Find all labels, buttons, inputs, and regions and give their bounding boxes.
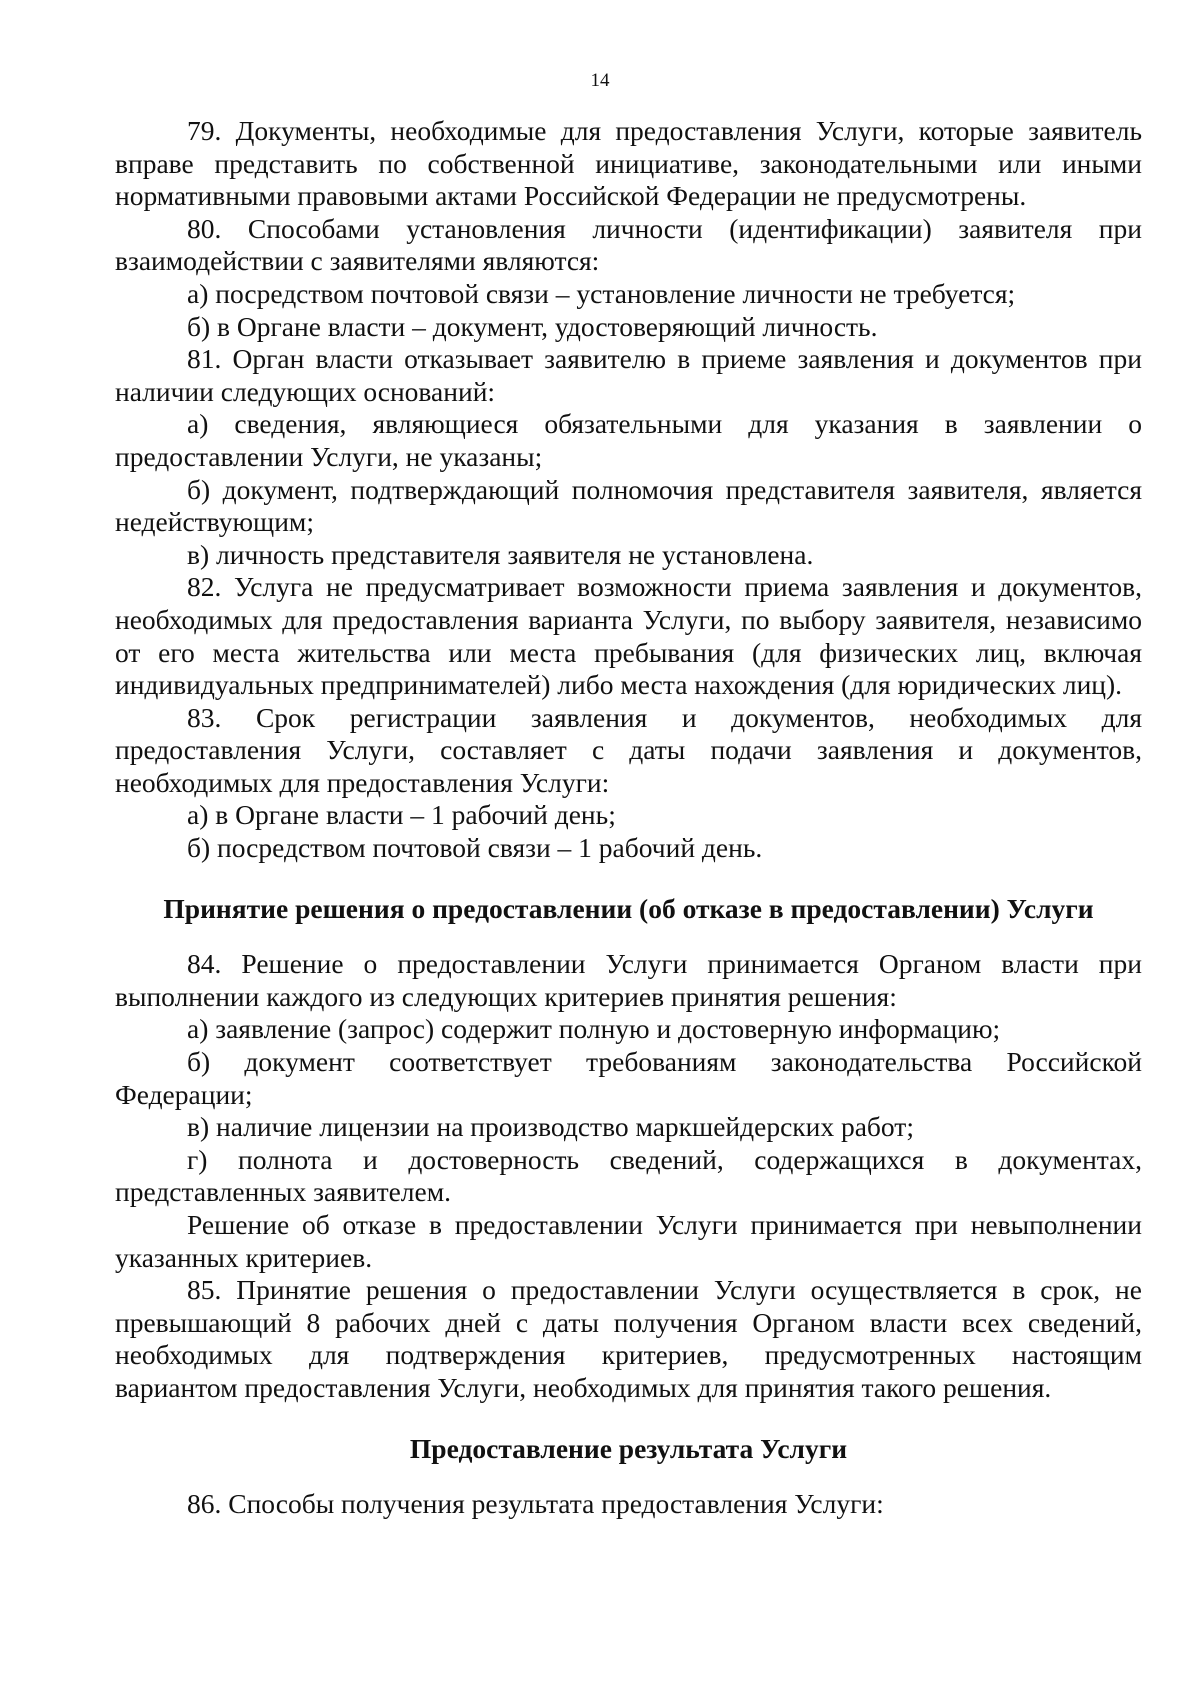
page-number: 14 <box>590 70 610 91</box>
paragraph-83-a <box>115 799 1142 832</box>
text-line: от его места жительства или места пребывания (для физических лиц, включая <box>115 636 1142 668</box>
text-line: индивидуальных предпринимателей) либо места нахождения (для юридических лиц). <box>115 669 1123 701</box>
text-line: 80. Способами установления личности (идентификации) заявителя при <box>187 212 1142 244</box>
document-body <box>115 115 1142 1521</box>
paragraph-83-b <box>115 832 1142 865</box>
text-line: представленных заявителем. <box>115 1176 452 1208</box>
paragraph-80 <box>115 213 1142 278</box>
text-line: Решение об отказе в предоставлении Услуги принимается при невыполнении <box>187 1209 1142 1240</box>
paragraph-83 <box>115 702 1142 800</box>
paragraph-81-b <box>115 474 1142 539</box>
text-line: 84. Решение о предоставлении Услуги принимается Органом власти при <box>187 948 1142 980</box>
text-line: выполнении каждого из следующих критериев принятия решения: <box>115 980 897 1012</box>
text-line: предоставления Услуги, составляет с даты подачи заявления и документов, <box>115 734 1142 766</box>
text-line: б) документ, подтверждающий полномочия представителя заявителя, является <box>187 473 1142 505</box>
paragraph-81 <box>115 343 1142 408</box>
text-line: б) в Органе власти – документ, удостоверяющий личность. <box>187 310 878 342</box>
text-line: предоставлении Услуги, не указаны; <box>115 440 543 472</box>
paragraph-85 <box>115 1274 1142 1404</box>
text-line: нормативными правовыми актами Российской Федерации не предусмотрены. <box>115 180 1027 212</box>
text-line: 82. Услуга не предусматривает возможности приема заявления и документов, <box>187 571 1142 603</box>
paragraph-84-d <box>115 1144 1142 1209</box>
text-line: указанных критериев. <box>115 1241 373 1273</box>
text-line: вариантом предоставления Услуги, необходимых для принятия такого решения. <box>115 1371 1052 1403</box>
text-line: а) посредством почтовой связи – установление личности не требуется; <box>187 277 1016 309</box>
section-heading-result: Предоставление результата Услуги <box>409 1432 848 1464</box>
text-line: 79. Документы, необходимые для предоставления Услуги, которые заявитель <box>187 115 1142 146</box>
paragraph-86 <box>115 1488 1142 1521</box>
paragraph-84-b <box>115 1046 1142 1111</box>
text-line: в) личность представителя заявителя не установлена. <box>187 538 814 570</box>
section-heading-decision: Принятие решения о предоставлении (об отказе в предоставлении) Услуги <box>163 892 1094 924</box>
text-line: Федерации; <box>115 1078 253 1110</box>
text-line: необходимых для предоставления варианта Услуги, по выбору заявителя, независимо <box>115 603 1142 635</box>
text-line: а) сведения, являющиеся обязательными для указания в заявлении о <box>187 408 1142 440</box>
paragraph-84-refusal <box>115 1209 1142 1274</box>
text-line: недействующим; <box>115 506 314 538</box>
text-line: а) в Органе власти – 1 рабочий день; <box>187 799 616 831</box>
text-line: наличии следующих оснований: <box>115 375 496 407</box>
paragraph-84 <box>115 948 1142 1013</box>
text-line: 83. Срок регистрации заявления и документов, необходимых для <box>187 701 1142 733</box>
paragraph-82 <box>115 571 1142 701</box>
paragraph-84-c <box>115 1111 1142 1144</box>
text-line: а) заявление (запрос) содержит полную и достоверную информацию; <box>187 1013 1001 1045</box>
paragraph-84-a <box>115 1013 1142 1046</box>
text-line: б) посредством почтовой связи – 1 рабочий день. <box>187 832 763 864</box>
paragraph-79 <box>115 115 1142 213</box>
text-line: превышающий 8 рабочих дней с даты получения Органом власти всех сведений, <box>115 1306 1142 1338</box>
paragraph-80-a <box>115 278 1142 311</box>
text-line: в) наличие лицензии на производство маркшейдерских работ; <box>187 1111 914 1143</box>
paragraph-81-a <box>115 408 1142 473</box>
paragraph-81-c <box>115 539 1142 572</box>
text-line: 86. Способы получения результата предоставления Услуги: <box>187 1488 884 1520</box>
text-line: вправе представить по собственной инициативе, законодательными или иными <box>115 147 1142 179</box>
text-line: 85. Принятие решения о предоставлении Услуги осуществляется в срок, не <box>187 1274 1142 1306</box>
text-line: необходимых для подтверждения критериев, предусмотренных настоящим <box>115 1339 1142 1371</box>
text-line: г) полнота и достоверность сведений, содержащихся в документах, <box>187 1143 1142 1175</box>
paragraph-80-b <box>115 311 1142 344</box>
text-line: б) документ соответствует требованиям законодательства Российской <box>187 1046 1142 1078</box>
text-line: 81. Орган власти отказывает заявителю в приеме заявления и документов при <box>187 343 1142 375</box>
text-line: взаимодействии с заявителями являются: <box>115 245 600 277</box>
text-line: необходимых для предоставления Услуги: <box>115 766 610 798</box>
